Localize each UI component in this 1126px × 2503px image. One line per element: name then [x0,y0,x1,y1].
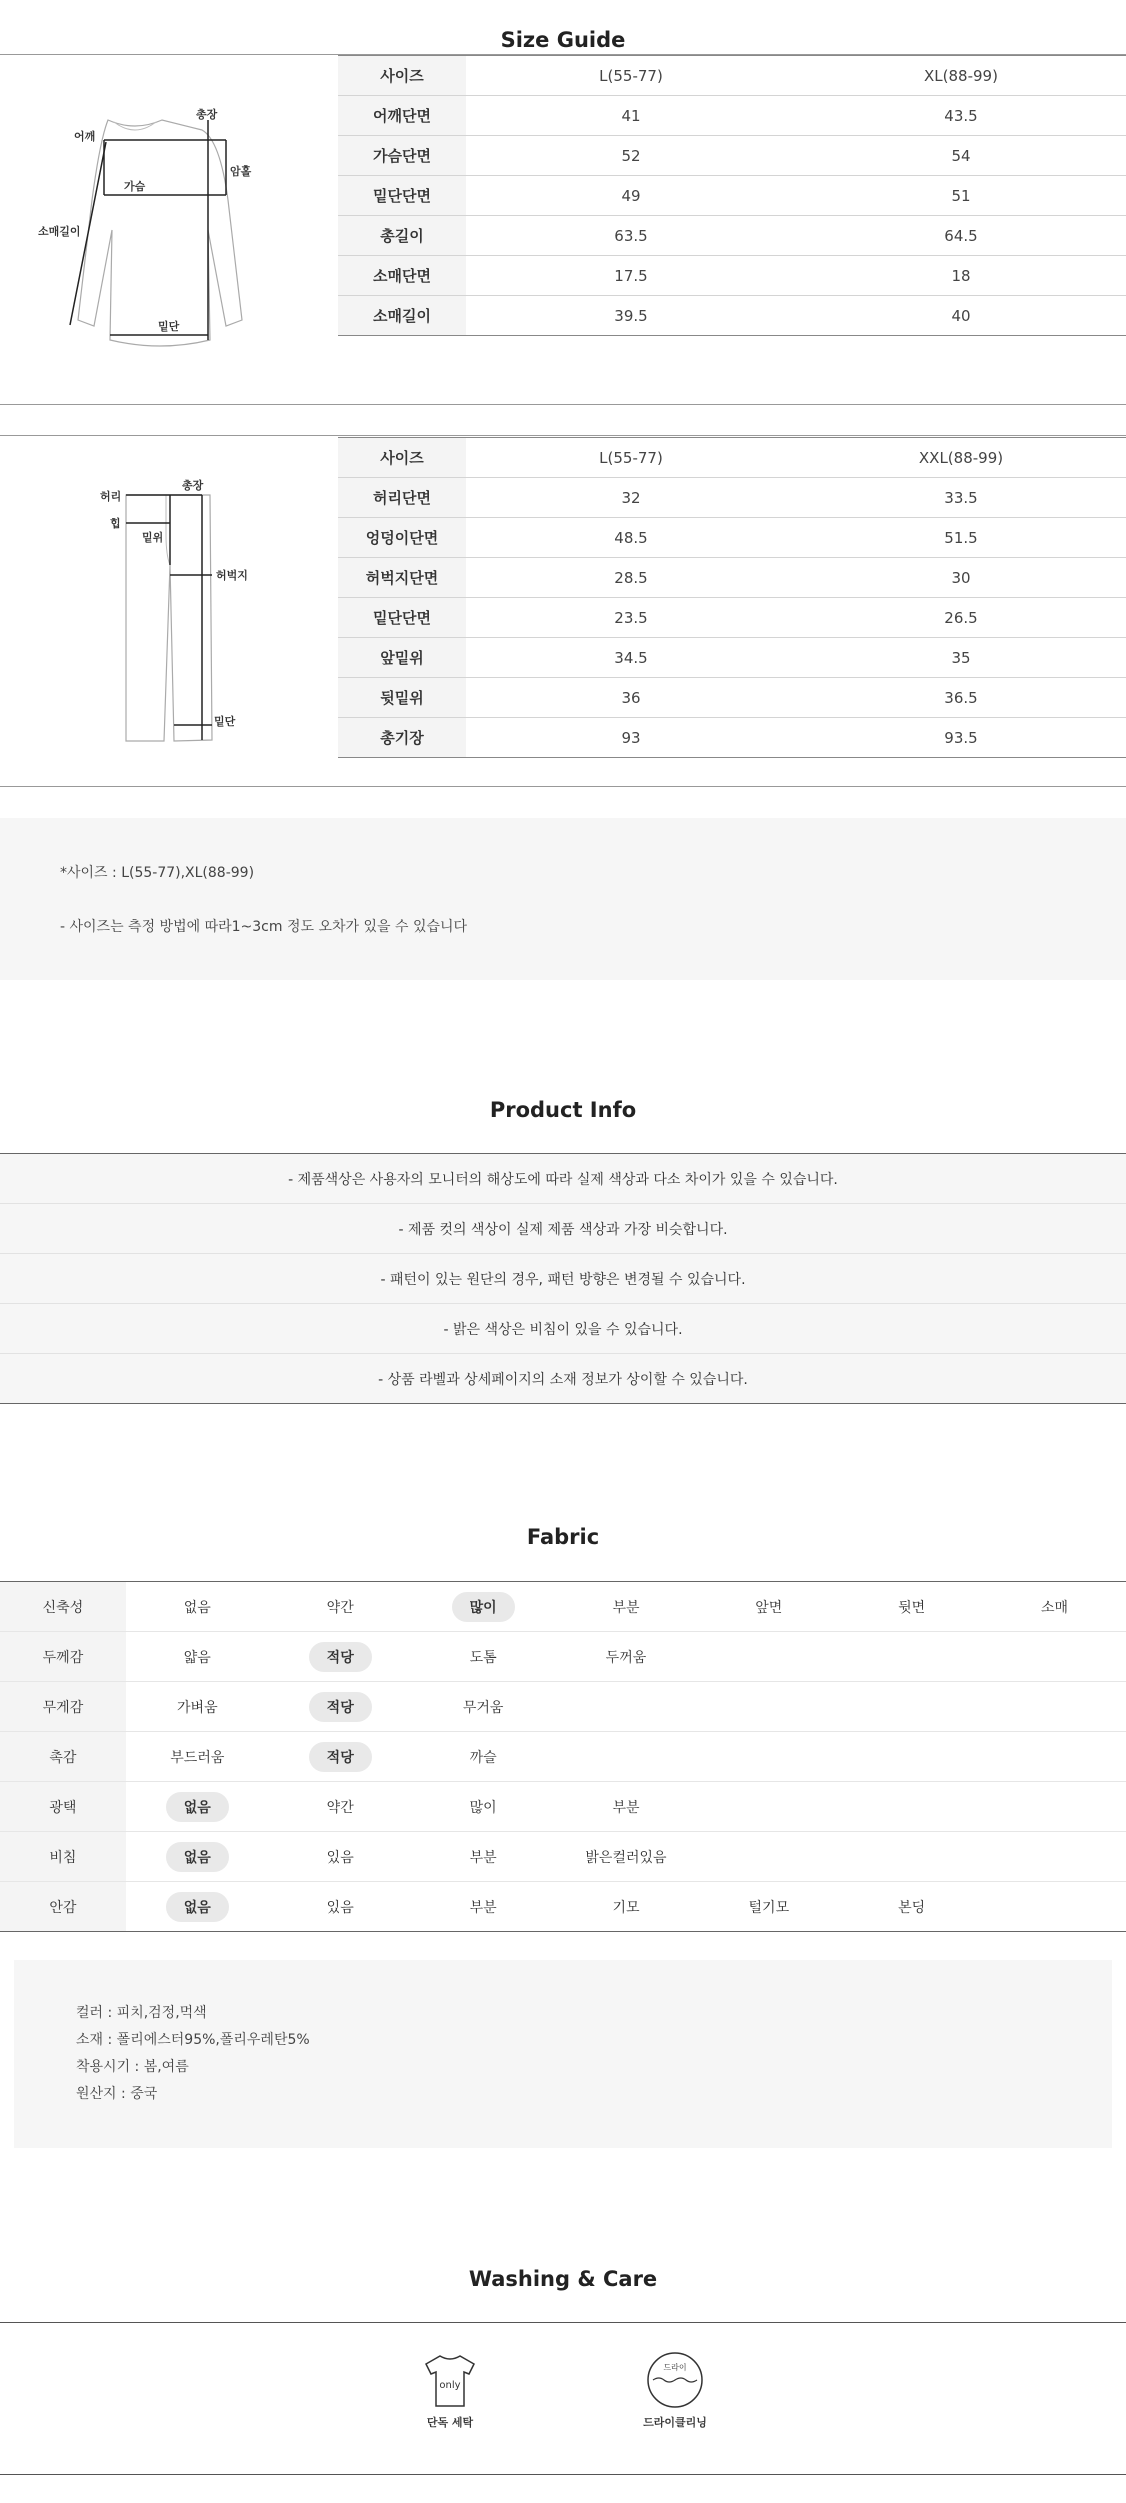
fabric-detail: 컬러 : 피치,검정,먹색 [76,2005,207,2021]
size-value-cell: 39.5 [466,296,796,336]
pants-hem-label: 밑단 [214,715,236,728]
size-header-row [338,438,1126,478]
fabric-title: Fabric [526,1525,600,1549]
fabric-option-cell [983,1832,1126,1882]
thigh-label: 허벅지 [216,569,248,582]
size-value-cell: 93 [466,718,796,758]
size-row-label: 소매단면 [338,256,466,296]
size-value-cell: 51 [796,176,1126,216]
fabric-option-selected: 없음 [166,1792,229,1822]
fabric-row-label: 촉감 [0,1732,126,1782]
divider [0,435,1126,436]
fabric-option-cell [555,1632,698,1682]
fabric-option-cell [555,1682,698,1732]
product-info-table [0,1153,1126,1404]
fabric-option-cell [555,1882,698,1932]
fabric-detail: 소재 : 폴리에스터95%,폴리우레탄5% [76,2032,310,2048]
pants-diagram [90,475,290,755]
fabric-option: 없음 [183,1599,211,1616]
fabric-option-selected: 많이 [452,1592,515,1622]
fabric-option-cell [555,1832,698,1882]
size-value-cell: 43.5 [796,96,1126,136]
fabric-option: 있음 [326,1899,354,1916]
fabric-option-selected: 적당 [309,1742,372,1772]
fabric-option: 부분 [612,1799,640,1816]
fabric-option-cell [983,1632,1126,1682]
info-text: - 밝은 색상은 비침이 있을 수 있습니다. [0,1304,1126,1354]
dry-clean-icon [645,2350,705,2410]
pants-length-label: 총장 [182,479,204,492]
fabric-option-cell [126,1782,269,1832]
size-value-cell: 30 [796,558,1126,598]
fabric-option-cell [126,1882,269,1932]
sleeve-label: 소매길이 [38,225,81,238]
fabric-option-cell [126,1682,269,1732]
svg-text:only: only [439,2380,461,2391]
fabric-option-cell [840,1832,983,1882]
size-row [338,678,1126,718]
hip-label: 힙 [110,517,121,530]
waist-label: 허리 [100,490,122,503]
fabric-option-cell [840,1782,983,1832]
size-value-cell: 54 [796,136,1126,176]
size-row [338,638,1126,678]
size-row [338,718,1126,758]
fabric-option: 소매 [1041,1599,1069,1616]
fabric-option: 부드러움 [170,1749,225,1766]
fabric-option-cell [269,1732,412,1782]
bottom-size-table [338,437,1126,758]
fabric-option: 까슬 [469,1749,497,1766]
fabric-option-cell [555,1732,698,1782]
fabric-row [0,1882,1126,1932]
fabric-option-cell [269,1832,412,1882]
size-row [338,96,1126,136]
fabric-option: 부분 [469,1899,497,1916]
fabric-option: 가벼움 [177,1699,218,1716]
length-label: 총장 [196,108,218,121]
size-row-label: 엉덩이단면 [338,518,466,558]
fabric-option: 부분 [469,1849,497,1866]
size-row [338,478,1126,518]
info-row [0,1204,1126,1254]
fabric-row-label: 무게감 [0,1682,126,1732]
chest-label: 가슴 [124,180,146,193]
fabric-option-cell [983,1732,1126,1782]
size-row [338,176,1126,216]
size-value-cell: XXL(88-99) [796,438,1126,478]
svg-text:드라이: 드라이 [663,2363,687,2372]
size-row [338,256,1126,296]
divider [0,786,1126,787]
top-size-table [338,55,1126,336]
armhole-label: 암홀 [230,165,252,178]
fabric-row [0,1632,1126,1682]
fabric-option-selected: 적당 [309,1642,372,1672]
size-value-cell: XL(88-99) [796,56,1126,96]
fabric-row-label: 안감 [0,1882,126,1932]
size-value-cell: 40 [796,296,1126,336]
size-row [338,518,1126,558]
size-row-label: 앞밑위 [338,638,466,678]
size-value-cell: 33.5 [796,478,1126,518]
fabric-option-cell [697,1682,840,1732]
care-label: 단독 세탁 [426,2416,474,2429]
fabric-row-label: 비침 [0,1832,126,1882]
size-value-cell: 32 [466,478,796,518]
fabric-option-cell [126,1732,269,1782]
fabric-option: 약간 [326,1599,354,1616]
fabric-option-cell [412,1782,555,1832]
fabric-option-cell [840,1582,983,1632]
size-note-box [0,818,1126,980]
care-item-hand-wash [400,2350,500,2430]
fabric-option-cell [983,1782,1126,1832]
size-value-cell: 35 [796,638,1126,678]
fabric-detail: 착용시기 : 봄,여름 [76,2059,189,2075]
fabric-option-cell [269,1632,412,1682]
fabric-option-cell [412,1632,555,1682]
size-row-label: 총기장 [338,718,466,758]
fabric-option-cell [983,1682,1126,1732]
size-value-cell: 17.5 [466,256,796,296]
fabric-option-cell [126,1632,269,1682]
shoulder-label: 어깨 [74,130,96,143]
size-value-cell: 48.5 [466,518,796,558]
size-row-label: 소매길이 [338,296,466,336]
info-row [0,1154,1126,1204]
size-value-cell: 41 [466,96,796,136]
fabric-option: 있음 [326,1849,354,1866]
size-row-label: 밑단단면 [338,598,466,638]
size-value-cell: L(55-77) [466,56,796,96]
fabric-option-selected: 없음 [166,1842,229,1872]
fabric-option-cell [697,1832,840,1882]
fabric-option-cell [697,1632,840,1682]
fabric-option: 얇음 [183,1649,211,1666]
info-row [0,1254,1126,1304]
fabric-option-cell [983,1882,1126,1932]
size-row [338,598,1126,638]
fabric-row [0,1682,1126,1732]
fabric-option-cell [412,1682,555,1732]
fabric-option-selected: 적당 [309,1692,372,1722]
hem-label: 밑단 [158,320,180,333]
fabric-option-cell [840,1632,983,1682]
size-row-label: 총길이 [338,216,466,256]
fabric-option: 본딩 [898,1899,926,1916]
fabric-option: 밝은컬러있음 [585,1849,667,1866]
fabric-option: 도톰 [469,1649,497,1666]
size-row-label: 사이즈 [338,438,466,478]
size-value-cell: 63.5 [466,216,796,256]
size-value-cell: 23.5 [466,598,796,638]
fabric-option-cell [840,1732,983,1782]
size-row-label: 가슴단면 [338,136,466,176]
fabric-option-cell [412,1882,555,1932]
size-value-cell: 18 [796,256,1126,296]
size-note: *사이즈 : L(55-77),XL(88-99) [60,865,255,881]
fabric-option-cell [126,1832,269,1882]
fabric-option: 약간 [326,1799,354,1816]
divider [0,2322,1126,2323]
fabric-option-cell [269,1782,412,1832]
fabric-option-cell [840,1682,983,1732]
size-row [338,558,1126,598]
fabric-option-cell [697,1732,840,1782]
size-row [338,136,1126,176]
fabric-option-cell [555,1782,698,1832]
fabric-option-cell [412,1732,555,1782]
fabric-details-box [14,1960,1112,2148]
size-value-cell: 28.5 [466,558,796,598]
fabric-option: 부분 [612,1599,640,1616]
fabric-row-label: 신축성 [0,1582,126,1632]
fabric-option-selected: 없음 [166,1892,229,1922]
size-guide-title: Size Guide [500,28,626,52]
fabric-table [0,1581,1126,1932]
fabric-option-cell [126,1582,269,1632]
size-note: - 사이즈는 측정 방법에 따라1~3cm 정도 오차가 있을 수 있습니다 [60,919,468,935]
fabric-option: 무거움 [462,1699,504,1716]
info-text: - 상품 라벨과 상세페이지의 소재 정보가 상이할 수 있습니다. [0,1354,1126,1404]
fabric-option-cell [269,1582,412,1632]
fabric-option: 기모 [612,1899,640,1916]
size-value-cell: 93.5 [796,718,1126,758]
fabric-detail: 원산지 : 중국 [76,2086,158,2102]
fabric-option-cell [269,1882,412,1932]
fabric-option-cell [840,1882,983,1932]
fabric-option-cell [412,1832,555,1882]
fabric-row [0,1782,1126,1832]
size-value-cell: 36.5 [796,678,1126,718]
info-text: - 패턴이 있는 원단의 경우, 패턴 방향은 변경될 수 있습니다. [0,1254,1126,1304]
tshirt-only-icon [420,2350,480,2410]
fabric-row [0,1582,1126,1632]
size-header-row [338,56,1126,96]
fabric-row [0,1732,1126,1782]
fabric-option-cell [697,1782,840,1832]
size-row-label: 어깨단면 [338,96,466,136]
top-garment-diagram [30,100,290,360]
size-row-label: 뒷밑위 [338,678,466,718]
washing-title: Washing & Care [468,2267,658,2291]
fabric-option-cell [697,1582,840,1632]
fabric-option: 털기모 [748,1899,790,1916]
size-row-label: 사이즈 [338,56,466,96]
info-text: - 제품색상은 사용자의 모니터의 해상도에 따라 실제 색상과 다소 차이가 있을 수 있습니다. [0,1154,1126,1204]
fabric-row [0,1832,1126,1882]
fabric-option-cell [555,1582,698,1632]
fabric-option: 두꺼움 [605,1649,647,1666]
divider [0,2474,1126,2475]
size-value-cell: 34.5 [466,638,796,678]
fabric-option-cell [697,1882,840,1932]
info-row [0,1354,1126,1404]
fabric-option: 앞면 [755,1599,783,1616]
size-row-label: 밑단단면 [338,176,466,216]
size-row [338,216,1126,256]
size-value-cell: 64.5 [796,216,1126,256]
size-value-cell: 49 [466,176,796,216]
size-value-cell: 51.5 [796,518,1126,558]
product-info-title: Product Info [489,1098,637,1122]
fabric-option: 뒷면 [898,1599,926,1616]
size-row [338,296,1126,336]
fabric-option-cell [269,1682,412,1732]
size-row-label: 허리단면 [338,478,466,518]
size-value-cell: L(55-77) [466,438,796,478]
fabric-option: 많이 [469,1799,497,1816]
fabric-row-label: 두께감 [0,1632,126,1682]
fabric-row-label: 광택 [0,1782,126,1832]
info-text: - 제품 컷의 색상이 실제 제품 색상과 가장 비슷합니다. [0,1204,1126,1254]
fabric-option-cell [412,1582,555,1632]
info-row [0,1304,1126,1354]
size-value-cell: 52 [466,136,796,176]
care-label: 드라이클리닝 [643,2416,707,2429]
care-item-dry-clean [620,2350,730,2430]
fabric-option-cell [983,1582,1126,1632]
size-row-label: 허벅지단면 [338,558,466,598]
divider [0,404,1126,405]
size-value-cell: 26.5 [796,598,1126,638]
size-value-cell: 36 [466,678,796,718]
rise-label: 밑위 [142,531,164,544]
